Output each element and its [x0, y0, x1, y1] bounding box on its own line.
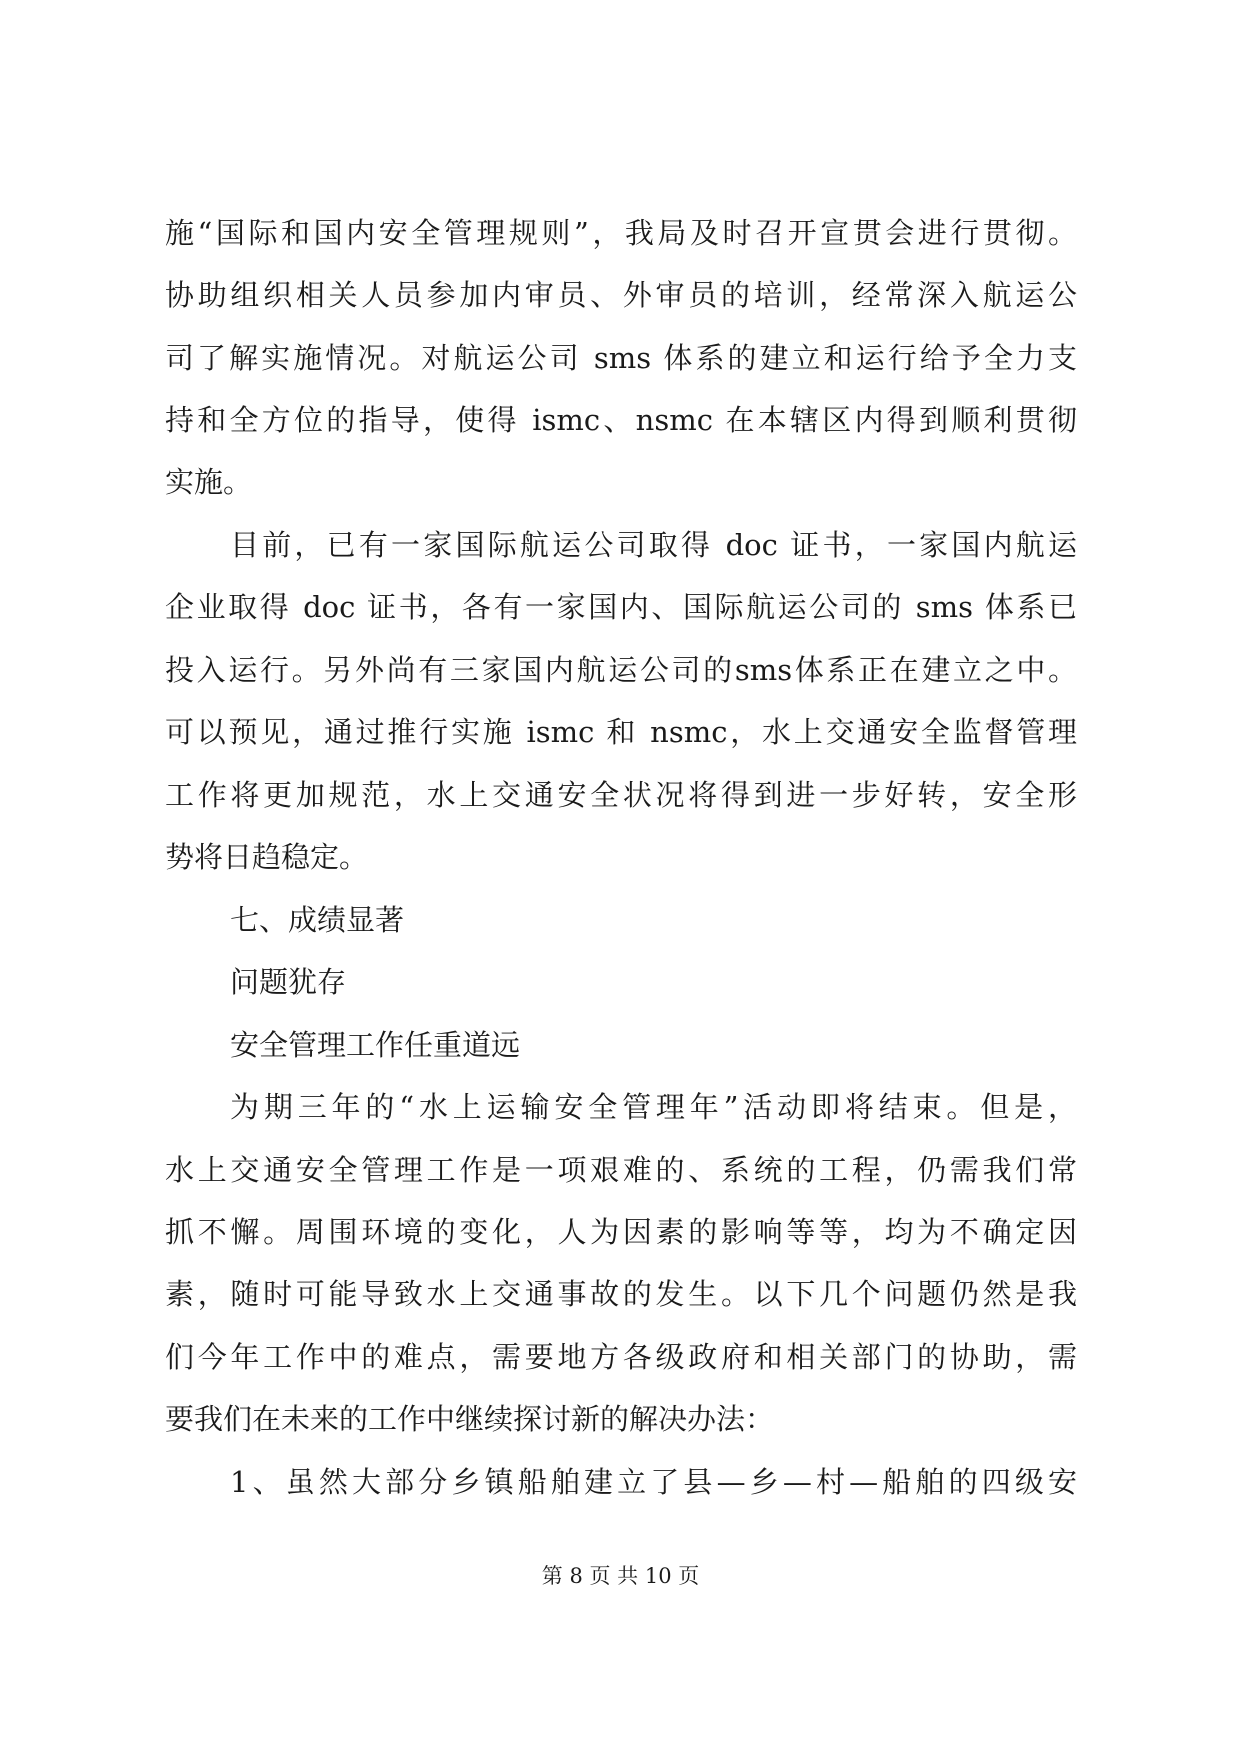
text-line: 协助组织相关人员参加内审员、外审员的培训，经常深入航运公 — [165, 278, 1077, 312]
text-line: 1、虽然大部分乡镇船舶建立了县—乡—村—船舶的四级安 — [230, 1465, 1077, 1499]
text-line: 施“国际和国内安全管理规则”，我局及时召开宣贯会进行贯彻。 — [165, 216, 1077, 250]
text-line: 势将日趋稳定。 — [165, 840, 369, 874]
text-line: 素，随时可能导致水上交通事故的发生。以下几个问题仍然是我 — [165, 1277, 1077, 1311]
text-line: 持和全方位的指导，使得 ismc、nsmc 在本辖区内得到顺利贯彻 — [165, 403, 1077, 437]
text-line: 投入运行。另外尚有三家国内航运公司的sms体系正在建立之中。 — [165, 653, 1077, 687]
text-line: 企业取得 doc 证书，各有一家国内、国际航运公司的 sms 体系已 — [165, 590, 1077, 624]
text-line: 可以预见，通过推行实施 ismc 和 nsmc，水上交通安全监督管理 — [165, 715, 1077, 749]
section-heading: 安全管理工作任重道远 — [230, 1028, 521, 1062]
text-line: 为期三年的“水上运输安全管理年”活动即将结束。但是， — [230, 1090, 1077, 1124]
text-line: 要我们在未来的工作中继续探讨新的解决办法： — [165, 1402, 775, 1436]
text-line: 工作将更加规范，水上交通安全状况将得到进一步好转，安全形 — [165, 778, 1077, 812]
text-line: 司了解实施情况。对航运公司 sms 体系的建立和运行给予全力支 — [165, 341, 1077, 375]
page-footer: 第 8 页 共 10 页 — [541, 1564, 700, 1588]
text-line: 水上交通安全管理工作是一项艰难的、系统的工程，仍需我们常 — [165, 1153, 1077, 1187]
text-line: 目前，已有一家国际航运公司取得 doc 证书，一家国内航运 — [230, 528, 1077, 562]
section-heading: 问题犹存 — [230, 965, 347, 999]
text-line: 实施。 — [165, 465, 253, 499]
text-line: 们今年工作中的难点，需要地方各级政府和相关部门的协助，需 — [165, 1340, 1077, 1374]
text-line: 抓不懈。周围环境的变化，人为因素的影响等等，均为不确定因 — [165, 1215, 1077, 1249]
section-heading: 七、成绩显著 — [230, 903, 405, 937]
